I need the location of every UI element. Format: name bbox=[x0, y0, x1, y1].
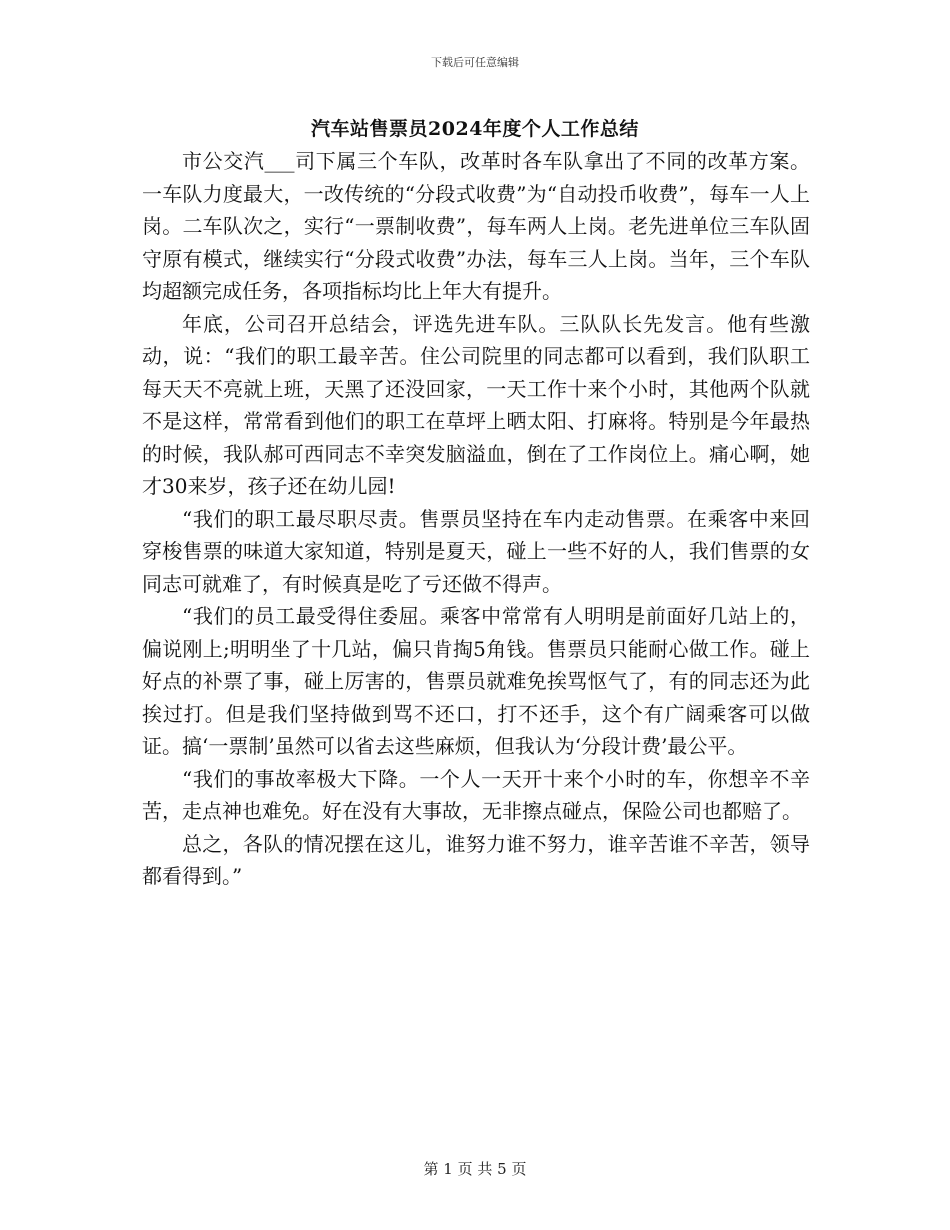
page-number: 第 1 页 共 5 页 bbox=[423, 1160, 527, 1178]
paragraph-2: 年底，公司召开总结会，评选先进车队。三队队长先发言。他有些激动，说：“我们的职工最辛苦。住公司院里的同志都可以看到，我们队职工每天天不亮就上班，天黑了还没回家，一天工作十来个小时，其他两个队就不是这样，常常看到他们的职工在草坪上晒太阳、打麻将。特别是今年最热的时候，我队郝可西同志不幸突发脑溢血，倒在了工作岗位上。痛心啊，她才30来岁，孩子还在幼儿园! bbox=[142, 311, 810, 498]
document-body bbox=[142, 145, 810, 893]
paragraph-6: 总之，各队的情况摆在这儿，谁努力谁不努力，谁辛苦谁不辛苦，领导都看得到。” bbox=[142, 831, 810, 888]
header-note: 下载后可任意编辑 bbox=[431, 56, 519, 69]
document-title: 汽车站售票员2024年度个人工作总结 bbox=[311, 118, 639, 140]
paragraph-3: “我们的职工最尽职尽责。售票员坚持在车内走动售票。在乘客中来回穿梭售票的味道大家知道，特别是夏天，碰上一些不好的人，我们售票的女同志可就难了，有时候真是吃了亏还做不得声。 bbox=[142, 506, 810, 596]
paragraph-5: “我们的事故率极大下降。一个人一天开十来个小时的车，你想辛不辛苦，走点神也难免。好在没有大事故，无非擦点碰点，保险公司也都赔了。 bbox=[142, 766, 810, 823]
paragraph-4: “我们的员工最受得住委屈。乘客中常常有人明明是前面好几站上的，偏说刚上;明明坐了十几站，偏只肯掏5角钱。售票员只能耐心做工作。碰上好点的补票了事，碰上厉害的，售票员就难免挨骂怄气了，有的同志还为此挨过打。但是我们坚持做到骂不还口，打不还手，这个有广阔乘客可以做证。搞‘一票制’虽然可以省去这些麻烦，但我认为‘分段计费’最公平。 bbox=[142, 604, 810, 758]
paragraph-1: 市公交汽___司下属三个车队，改革时各车队拿出了不同的改革方案。一车队力度最大，一改传统的“分段式收费”为“自动投币收费”，每车一人上岗。二车队次之，实行“一票制收费”，每车两人上岗。老先进单位三车队固守原有模式，继续实行“分段式收费”办法，每车三人上岗。当年，三个车队均超额完成任务，各项指标均比上年大有提升。 bbox=[142, 149, 810, 303]
